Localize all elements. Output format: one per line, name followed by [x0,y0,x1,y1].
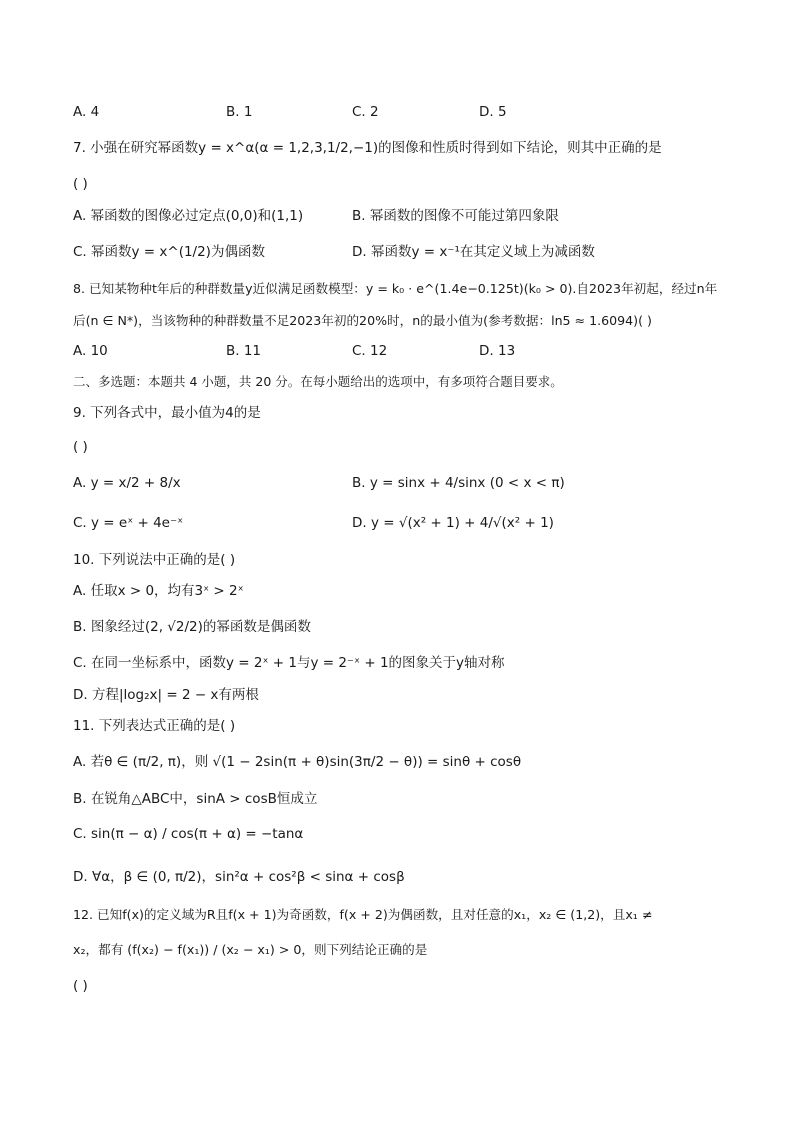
q9-option-d: D. y = √(x² + 1) + 4/√(x² + 1) [352,515,554,531]
q7-option-a: A. 幂函数的图像必过定点(0,0)和(1,1) [73,208,304,224]
q9-stem: 9. 下列各式中，最小值为4的是 [73,405,261,421]
q11-option-d: D. ∀α，β ∈ (0, π/2)，sin²α + cos²β < sinα + cosβ [73,869,405,885]
q9-paren: ( ) [73,439,88,455]
top-option-c: C. 2 [352,104,379,120]
q8-option-a: A. 10 [73,343,108,359]
q10-option-b: B. 图象经过(2, √2/2)的幂函数是偶函数 [73,619,311,635]
q11-option-b: B. 在锐角△ABC中，sinA > cosB恒成立 [73,791,318,807]
q7-option-b: B. 幂函数的图像不可能过第四象限 [352,208,559,224]
q12-stem-line2: x₂，都有 (f(x₂) − f(x₁)) / (x₂ − x₁) > 0，则下列结论正确的是 [73,942,428,957]
q12-stem-line1: 12. 已知f(x)的定义域为R且f(x + 1)为奇函数，f(x + 2)为偶函数，且对任意的x₁，x₂ ∈ (1,2)，且x₁ ≠ [73,907,653,922]
top-option-b: B. 1 [226,104,253,120]
q8-option-b: B. 11 [226,343,262,359]
q8-stem-line1: 8. 已知某物种t年后的种群数量y近似满足函数模型：y = k₀ · e^(1.4e−0.125t)(k₀ > 0).自2023年初起，经过n年 [73,281,718,296]
top-option-a: A. 4 [73,104,100,120]
q10-option-a: A. 任取x > 0，均有3ˣ > 2ˣ [73,583,244,599]
top-option-d: D. 5 [479,104,507,120]
q9-option-b: B. y = sinx + 4/sinx (0 < x < π) [352,475,565,491]
q9-option-c: C. y = eˣ + 4e⁻ˣ [73,515,184,531]
q8-stem-line2: 后(n ∈ N*)，当该物种的种群数量不足2023年初的20%时，n的最小值为(参考数据：ln5 ≈ 1.6094)( ) [73,313,652,328]
q11-option-c: C. sin(π − α) / cos(π + α) = −tanα [73,826,304,842]
q7-paren: ( ) [73,176,88,192]
q11-option-a: A. 若θ ∈ (π/2, π)，则 √(1 − 2sin(π + θ)sin(3π/2 − θ)) = sinθ + cosθ [73,754,522,770]
q10-stem: 10. 下列说法中正确的是( ) [73,552,236,568]
q7-stem: 7. 小强在研究幂函数y = x^α(α = 1,2,3,1/2,−1)的图像和性质时得到如下结论，则其中正确的是 [73,140,662,156]
section-multi-choice-heading: 二、多选题：本题共 4 小题，共 20 分。在每小题给出的选项中，有多项符合题目要求。 [73,374,563,389]
q10-option-d: D. 方程|log₂x| = 2 − x有两根 [73,687,259,703]
q8-option-c: C. 12 [352,343,388,359]
q7-option-c: C. 幂函数y = x^(1/2)为偶函数 [73,244,265,260]
q9-option-a: A. y = x/2 + 8/x [73,475,181,491]
q12-paren: ( ) [73,978,88,994]
q11-stem: 11. 下列表达式正确的是( ) [73,718,236,734]
q7-option-d: D. 幂函数y = x⁻¹在其定义域上为减函数 [352,244,595,260]
q8-option-d: D. 13 [479,343,516,359]
q10-option-c: C. 在同一坐标系中，函数y = 2ˣ + 1与y = 2⁻ˣ + 1的图象关于y轴对称 [73,655,505,671]
